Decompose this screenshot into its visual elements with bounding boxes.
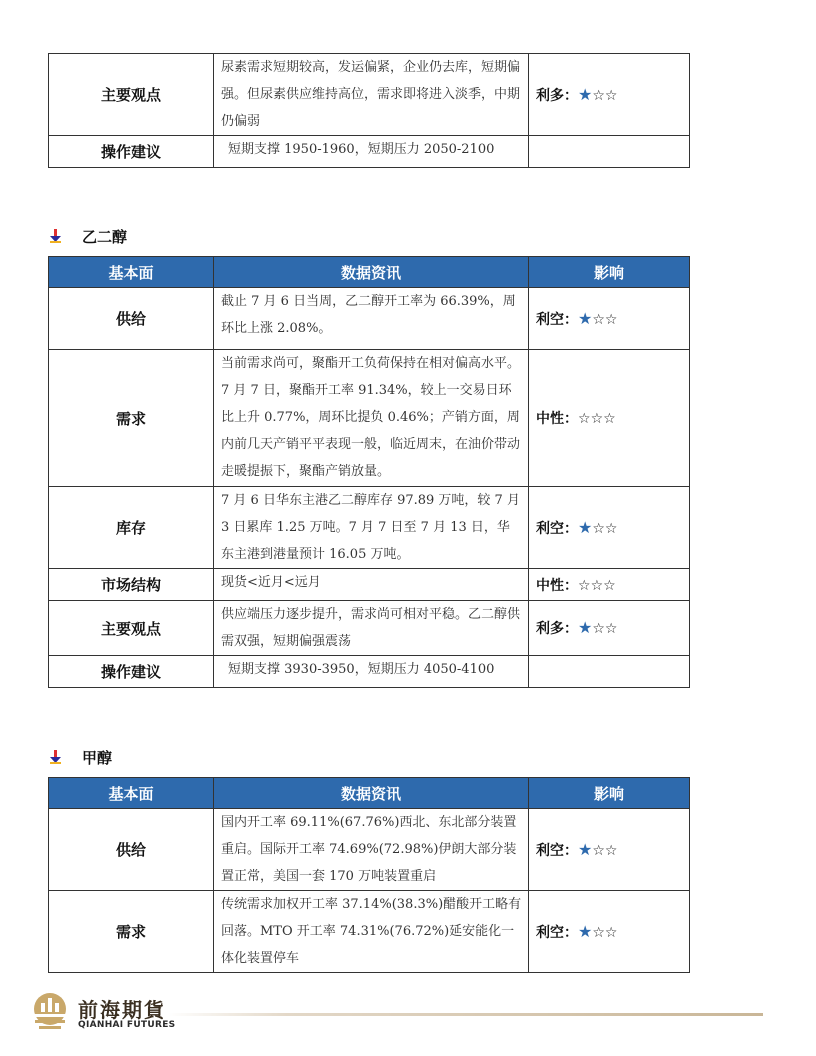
star-empty-icon: ☆ <box>592 87 605 104</box>
star-empty-icon: ☆ <box>590 411 604 427</box>
row-impact <box>529 54 690 136</box>
section-heading-meg <box>48 226 127 246</box>
rating-stars <box>578 411 616 427</box>
table-row <box>49 656 690 688</box>
star-empty-icon: ☆ <box>592 842 605 859</box>
star-empty-icon: ☆ <box>590 577 604 594</box>
star-empty-icon: ☆ <box>604 311 618 328</box>
impact-label: 利多： <box>536 621 578 637</box>
rating-stars <box>578 308 618 328</box>
impact-label: 利空： <box>536 311 578 328</box>
footer <box>30 990 770 1040</box>
urea-table <box>48 53 690 168</box>
star-empty-icon: ☆ <box>604 842 618 859</box>
column-header: 数据资讯 <box>214 257 529 288</box>
star-empty-icon: ☆ <box>578 577 591 594</box>
row-info: 供应端压力逐步提升，需求尚可相对平稳。乙二醇供需双强，短期偏强震荡 <box>214 601 529 656</box>
star-empty-icon: ☆ <box>604 520 618 537</box>
meg-table <box>48 256 690 688</box>
rating-stars <box>578 84 618 104</box>
row-info: 尿素需求短期较高，发运偏紧，企业仍去库，短期偏强。但尿素供应维持高位，需求即将进入淡季，中期仍偏弱 <box>214 54 529 136</box>
row-impact <box>529 891 690 973</box>
footer-divider <box>168 1013 763 1016</box>
row-label: 操作建议 <box>49 656 214 688</box>
row-label: 操作建议 <box>49 136 214 168</box>
column-header: 基本面 <box>49 257 214 288</box>
impact-label: 利空： <box>536 520 578 537</box>
star-empty-icon: ☆ <box>604 621 618 637</box>
brand-name-cn: 前海期貨 <box>78 998 166 1022</box>
star-empty-icon: ☆ <box>578 411 591 427</box>
row-label: 需求 <box>49 891 214 973</box>
section-title: 乙二醇 <box>82 227 128 246</box>
table-row <box>49 487 690 569</box>
star-filled-icon: ★ <box>578 839 593 859</box>
table-row <box>49 569 690 601</box>
table-row <box>49 350 690 487</box>
bullet-icon <box>50 229 62 243</box>
table-row <box>49 54 690 136</box>
column-header: 影响 <box>529 778 690 809</box>
row-impact <box>529 136 690 168</box>
row-label: 供给 <box>49 288 214 350</box>
row-info: 截止 7 月 6 日当周，乙二醇开工率为 66.39%，周环比上涨 2.08%。 <box>214 288 529 350</box>
row-impact <box>529 569 690 601</box>
row-impact <box>529 350 690 487</box>
star-empty-icon: ☆ <box>592 924 605 941</box>
row-impact <box>529 487 690 569</box>
table-header-row <box>49 778 690 809</box>
table-row <box>49 809 690 891</box>
row-info: 传统需求加权开工率 37.14%(38.3%)醋酸开工略有回落。MTO 开工率 74.31%(76.72%)延安能化一体化装置停车 <box>214 891 529 973</box>
row-info: 当前需求尚可，聚酯开工负荷保持在相对偏高水平。7 月 7 日，聚酯开工率 91.34%，较上一交易日环比上升 0.77%，周环比提负 0.46%；产销方面，周内前几天产销平平表现一般，临近周末，在油价带动走暖提振下，聚酯产销放量。 <box>214 350 529 487</box>
star-filled-icon: ★ <box>578 618 593 637</box>
rating-stars <box>578 618 618 637</box>
row-label: 市场结构 <box>49 569 214 601</box>
row-info: 7 月 6 日华东主港乙二醇库存 97.89 万吨，较 7 月 3 日累库 1.25 万吨。7 月 7 日至 7 月 13 日，华东主港到港量预计 16.05 万吨。 <box>214 487 529 569</box>
star-filled-icon: ★ <box>578 921 593 941</box>
column-header: 数据资讯 <box>214 778 529 809</box>
table-row <box>49 288 690 350</box>
qianhai-logo-icon <box>30 992 70 1032</box>
section-heading-methanol <box>48 747 112 767</box>
row-impact <box>529 809 690 891</box>
column-header: 影响 <box>529 257 690 288</box>
star-empty-icon: ☆ <box>604 924 618 941</box>
row-impact <box>529 288 690 350</box>
table-header-row <box>49 257 690 288</box>
star-empty-icon: ☆ <box>603 577 616 594</box>
star-empty-icon: ☆ <box>592 311 605 328</box>
star-empty-icon: ☆ <box>592 520 605 537</box>
row-label: 需求 <box>49 350 214 487</box>
impact-label: 利空： <box>536 924 578 941</box>
row-label: 主要观点 <box>49 54 214 136</box>
row-info: 国内开工率 69.11%(67.76%)西北、东北部分装置重启。国际开工率 74.69%(72.98%)伊朗大部分装置正常，美国一套 170 万吨装置重启 <box>214 809 529 891</box>
star-filled-icon: ★ <box>578 84 593 104</box>
row-info: 现货<近月<远月 <box>214 569 529 601</box>
row-impact <box>529 656 690 688</box>
impact-label: 利多： <box>536 87 578 104</box>
table-row <box>49 891 690 973</box>
rating-stars <box>578 921 618 941</box>
star-filled-icon: ★ <box>578 517 593 537</box>
rating-stars <box>578 839 618 859</box>
table-row <box>49 601 690 656</box>
row-label: 主要观点 <box>49 601 214 656</box>
star-empty-icon: ☆ <box>603 411 616 427</box>
row-info: 短期支撑 3930-3950，短期压力 4050-4100 <box>214 656 529 688</box>
star-empty-icon: ☆ <box>604 87 618 104</box>
impact-label: 利空： <box>536 842 578 859</box>
methanol-table <box>48 777 690 973</box>
row-label: 供给 <box>49 809 214 891</box>
impact-label: 中性： <box>536 577 578 594</box>
brand-name-en: QIANHAI FUTURES <box>78 1020 176 1030</box>
rating-stars <box>578 517 618 537</box>
table-row <box>49 136 690 168</box>
impact-label: 中性： <box>536 411 578 427</box>
column-header: 基本面 <box>49 778 214 809</box>
star-empty-icon: ☆ <box>592 621 605 637</box>
row-info: 短期支撑 1950-1960，短期压力 2050-2100 <box>214 136 529 168</box>
bullet-icon <box>50 750 62 764</box>
star-filled-icon: ★ <box>578 308 593 328</box>
row-impact <box>529 601 690 656</box>
rating-stars <box>578 578 616 594</box>
row-label: 库存 <box>49 487 214 569</box>
section-title: 甲醇 <box>82 748 113 767</box>
